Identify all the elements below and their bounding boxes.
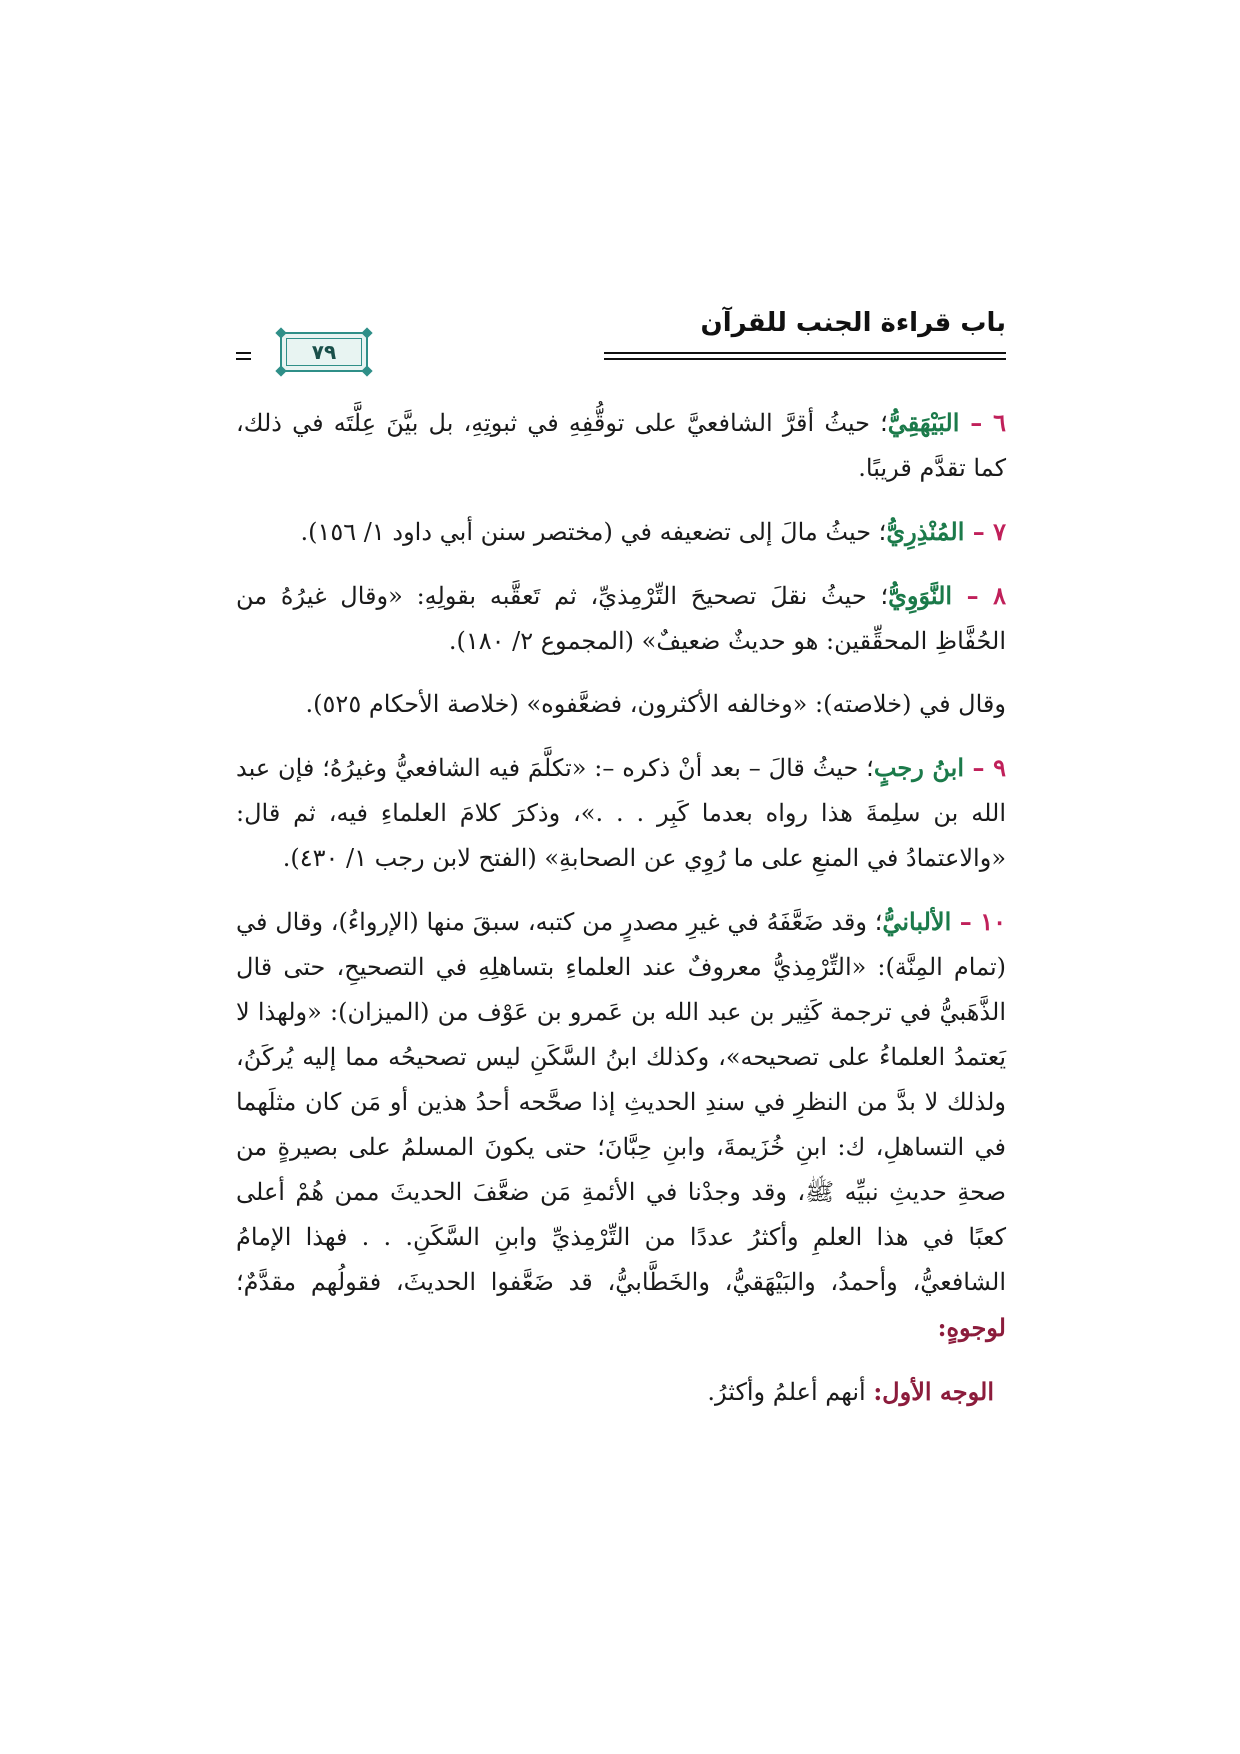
paragraph-item-6 bbox=[236, 400, 1006, 491]
item-number: ٦ – bbox=[959, 408, 1007, 437]
header-rule bbox=[236, 352, 251, 354]
chapter-title: باب قراءة الجنب للقرآن bbox=[700, 308, 1006, 338]
header-rule bbox=[604, 358, 1006, 360]
scholar-name: البَيْهَقِيُّ bbox=[887, 408, 960, 437]
ornament-corner bbox=[361, 327, 372, 338]
scholar-name: الألبانيُّ bbox=[882, 907, 952, 936]
paragraph-text: وقال في (خلاصته): «وخالفه الأكثرون، فضعَّفوه» (خلاصة الأحكام ٥٢٥). bbox=[305, 690, 1006, 718]
item-number: ١٠ – bbox=[951, 907, 1006, 936]
paragraph-item-9 bbox=[236, 745, 1006, 881]
scholar-name: المُنْذِرِيُّ bbox=[886, 517, 965, 546]
header-rule bbox=[236, 358, 251, 360]
paragraph-item-7 bbox=[236, 509, 1006, 555]
paragraph-text: أنهم أعلمُ وأكثرُ. bbox=[707, 1378, 874, 1406]
paragraph-item-8 bbox=[236, 573, 1006, 664]
ornament-corner bbox=[275, 327, 286, 338]
page-number-frame bbox=[280, 332, 368, 372]
item-number: ٨ – bbox=[952, 581, 1006, 610]
header-rule bbox=[604, 352, 1006, 354]
paragraph-text: ؛ حيثُ أقرَّ الشافعيَّ على توقُّفِهِ في ثبوتِهِ، بل بيَّنَ عِلَّتَه في ذلك، كما تقدَّم قريبًا. bbox=[236, 409, 1006, 482]
ornament-corner bbox=[275, 365, 286, 376]
page-number: ٧٩ bbox=[311, 340, 337, 364]
scholar-name: ابنُ رجبٍ bbox=[873, 753, 964, 782]
highlighted-phrase: لوجوهٍ: bbox=[937, 1313, 1006, 1342]
body-text bbox=[236, 400, 1006, 1433]
paragraph-text: ؛ حيثُ مالَ إلى تضعيفه في (مختصر سنن أبي داود ١/ ١٥٦). bbox=[300, 518, 887, 546]
ornament-corner bbox=[361, 365, 372, 376]
paragraph-text: ؛ حيثُ نقلَ تصحيحَ التِّرْمِذيِّ، ثم تَعقَّبه بقولِهِ: «وقال غيرُهُ من الحُفَّاظِ المحقِّقين: هو حديثٌ ضعيفٌ» (المجموع ٢/ ١٨٠). bbox=[236, 582, 1006, 655]
paragraph-first-reason bbox=[236, 1369, 1006, 1415]
paragraph-khulasa bbox=[236, 682, 1006, 727]
highlighted-phrase: الوجه الأول: bbox=[873, 1377, 994, 1406]
item-number: ٩ – bbox=[963, 753, 1006, 782]
page-header bbox=[236, 308, 1006, 378]
paragraph-item-10 bbox=[236, 899, 1006, 1351]
paragraph-text: ؛ حيثُ قالَ – بعد أنْ ذكره –: «تكلَّمَ فيه الشافعيُّ وغيرُهُ؛ فإن عبد الله بن سلِمةَ هذا رواه بعدما كَبِر . . .»، وذكرَ كلامَ العلماءِ فيه، ثم قال: «والاعتمادُ في المنعِ على ما رُوِي عن الصحابةِ» (الفتح لابن رجب ١/ ٤٣٠). bbox=[236, 754, 1006, 872]
paragraph-text: ؛ وقد ضَعَّفَهُ في غيرِ مصدرٍ من كتبه، سبقَ منها (الإرواءُ)، وقال في (تمام المِنَّة): «التِّرْمِذيُّ معروفٌ عند العلماءِ بتساهلِهِ في التصحيحِ، حتى قال الذَّهَبيُّ في ترجمة كَثِير بن عبد الله بن عَمرو بن عَوْف من (الميزان): «ولهذا لا يَعتمدُ العلماءُ على تصحيحه»، وكذلك ابنُ السَّكَنِ ليس تصحيحُه مما إليه يُركَنُ، ولذلك لا بدَّ من النظرِ في سندِ الحديثِ إذا صحَّحه أحدُ هذين أو مَن كان مثلَهما في التساهلِ، ك: ابنِ خُزَيمةَ، وابنِ حِبَّانَ؛ حتى يكونَ المسلمُ على بصيرةٍ من صحةِ حديثِ نبيِّه ﷺ، وقد وجدْنا في الأئمةِ مَن ضعَّفَ الحديثَ ممن هُمْ أعلى كعبًا في هذا العلمِ وأكثرُ عددًا من التِّرْمِذيِّ وابنِ السَّكَنِ. . . فهذا الإمامُ الشافعيُّ، وأحمدُ، والبَيْهَقيُّ، والخَطَّابيُّ، قد ضَعَّفوا الحديثَ، فقولُهم مقدَّمٌ؛ bbox=[236, 908, 1006, 1296]
scholar-name: النَّوَوِيُّ bbox=[888, 581, 953, 610]
item-number: ٧ – bbox=[964, 517, 1006, 546]
